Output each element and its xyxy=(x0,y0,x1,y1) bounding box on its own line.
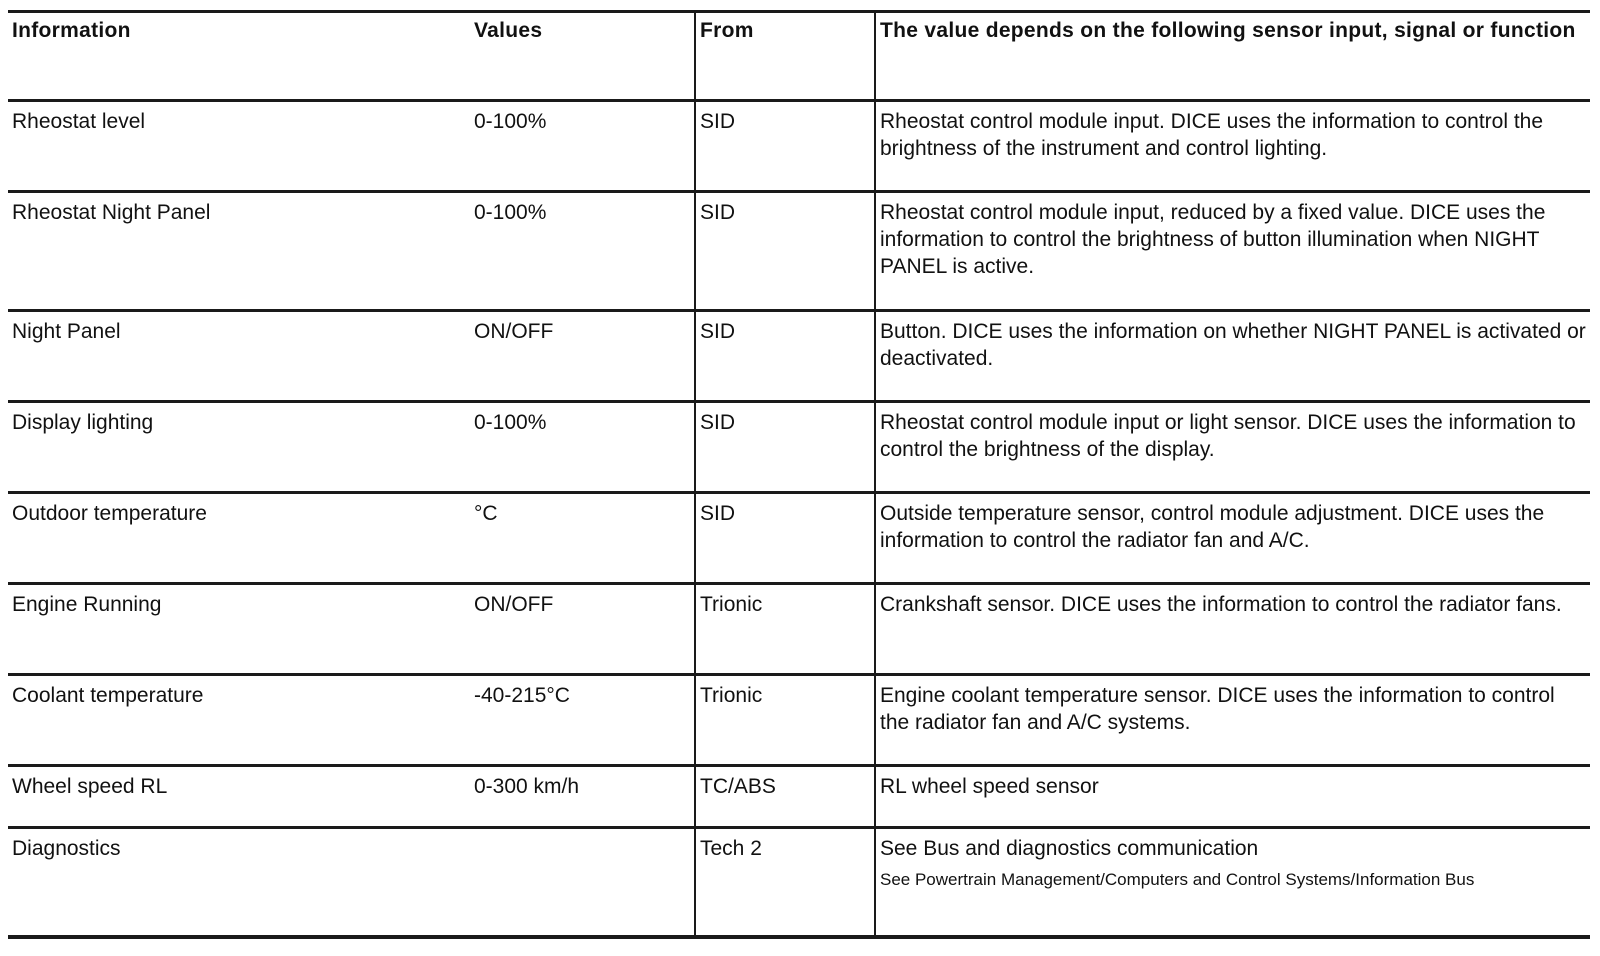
table-row xyxy=(8,584,1590,675)
cell-depends: RL wheel speed sensor xyxy=(875,766,1590,828)
cell-from: SID xyxy=(695,493,875,584)
cell-from: SID xyxy=(695,101,875,192)
header-values: Values xyxy=(470,12,695,101)
header-from: From xyxy=(695,12,875,101)
table-row xyxy=(8,766,1590,828)
cell-information: Wheel speed RL xyxy=(8,766,470,828)
cell-depends: Rheostat control module input. DICE uses the information to control the brightness of the instrument and control lighting. xyxy=(875,101,1590,192)
cell-depends: Button. DICE uses the information on whether NIGHT PANEL is activated or deactivated. xyxy=(875,311,1590,402)
table-row xyxy=(8,311,1590,402)
cell-depends: Crankshaft sensor. DICE uses the information to control the radiator fans. xyxy=(875,584,1590,675)
cell-depends: Rheostat control module input, reduced by a fixed value. DICE uses the information to control the brightness of button illumination when NIGHT PANEL is active. xyxy=(875,192,1590,311)
header-depends: The value depends on the following sensor input, signal or function xyxy=(875,12,1590,101)
cell-information: Rheostat Night Panel xyxy=(8,192,470,311)
info-table-container xyxy=(8,10,1590,939)
cell-depends: Rheostat control module input or light sensor. DICE uses the information to control the brightness of the display. xyxy=(875,402,1590,493)
sensor-info-table xyxy=(8,10,1590,939)
cell-information: Coolant temperature xyxy=(8,675,470,766)
cell-information: Night Panel xyxy=(8,311,470,402)
cell-values: 0-100% xyxy=(470,192,695,311)
cell-information: Diagnostics xyxy=(8,828,470,938)
cell-from: SID xyxy=(695,311,875,402)
table-row xyxy=(8,101,1590,192)
cell-from: Tech 2 xyxy=(695,828,875,938)
table-row xyxy=(8,828,1590,938)
cell-information: Rheostat level xyxy=(8,101,470,192)
cell-from: SID xyxy=(695,402,875,493)
cell-values xyxy=(470,828,695,938)
cell-values: °C xyxy=(470,493,695,584)
cell-values: 0-300 km/h xyxy=(470,766,695,828)
cell-values: 0-100% xyxy=(470,101,695,192)
cell-depends-note: See Powertrain Management/Computers and Control Systems/Information Bus xyxy=(880,870,1475,889)
cell-from: SID xyxy=(695,192,875,311)
cell-values: -40-215°C xyxy=(470,675,695,766)
table-row xyxy=(8,493,1590,584)
header-information: Information xyxy=(8,12,470,101)
cell-information: Outdoor temperature xyxy=(8,493,470,584)
cell-values: 0-100% xyxy=(470,402,695,493)
cell-depends-main: See Bus and diagnostics communication xyxy=(880,837,1259,860)
cell-from: TC/ABS xyxy=(695,766,875,828)
cell-depends: Outside temperature sensor, control module adjustment. DICE uses the information to control the radiator fan and A/C. xyxy=(875,493,1590,584)
cell-depends xyxy=(875,828,1590,938)
cell-values: ON/OFF xyxy=(470,311,695,402)
table-row xyxy=(8,192,1590,311)
cell-from: Trionic xyxy=(695,584,875,675)
cell-from: Trionic xyxy=(695,675,875,766)
cell-information: Display lighting xyxy=(8,402,470,493)
table-row xyxy=(8,675,1590,766)
cell-information: Engine Running xyxy=(8,584,470,675)
table-header-row xyxy=(8,12,1590,101)
cell-depends: Engine coolant temperature sensor. DICE uses the information to control the radiator fan and A/C systems. xyxy=(875,675,1590,766)
cell-values: ON/OFF xyxy=(470,584,695,675)
table-row xyxy=(8,402,1590,493)
